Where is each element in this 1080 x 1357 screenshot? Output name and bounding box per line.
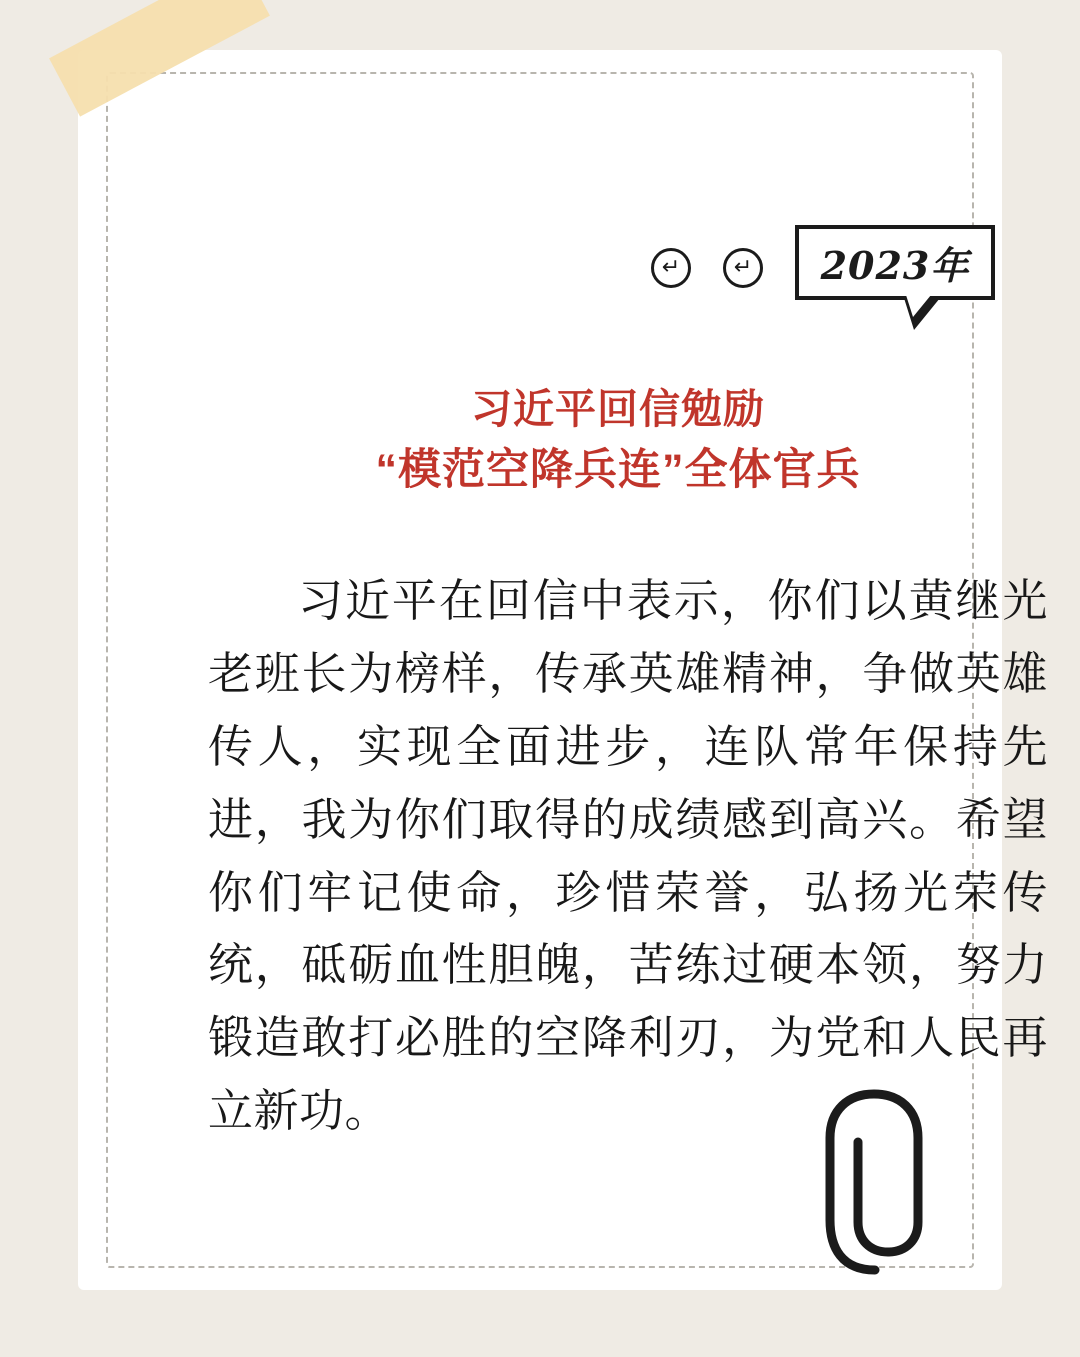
paperclip-icon [812,1080,942,1280]
page-title-line1: 习近平回信勉励 [471,386,765,432]
article-paragraph: 习近平在回信中表示，你们以黄继光老班长为榜样，传承英雄精神，争做英雄传人，实现全面进步，连队常年保持先进，我为你们取得的成绩感到高兴。希望你们牢记使命，珍惜荣誉，弘扬光荣传统，砥砺血性胆魄，苦练过硬本领，努力锻造敢打必胜的空降利刃，为党和人民再立新功。 [208,575,1048,1137]
circle-arrow-glyph-right: ↵ [733,255,753,280]
circle-arrow-icon-left [651,248,691,288]
date-badge [795,225,995,300]
date-badge-tail-inner [906,295,931,317]
page-title [148,380,1080,502]
date-badge-label: 2023年 [820,243,970,288]
card-header [78,185,1002,305]
circle-arrow-glyph-left: ↵ [661,255,681,280]
page-title-line2: “模范空降兵连”全体官兵 [375,446,861,495]
note-card [78,50,1048,1290]
circle-arrow-icon-right [723,248,763,288]
